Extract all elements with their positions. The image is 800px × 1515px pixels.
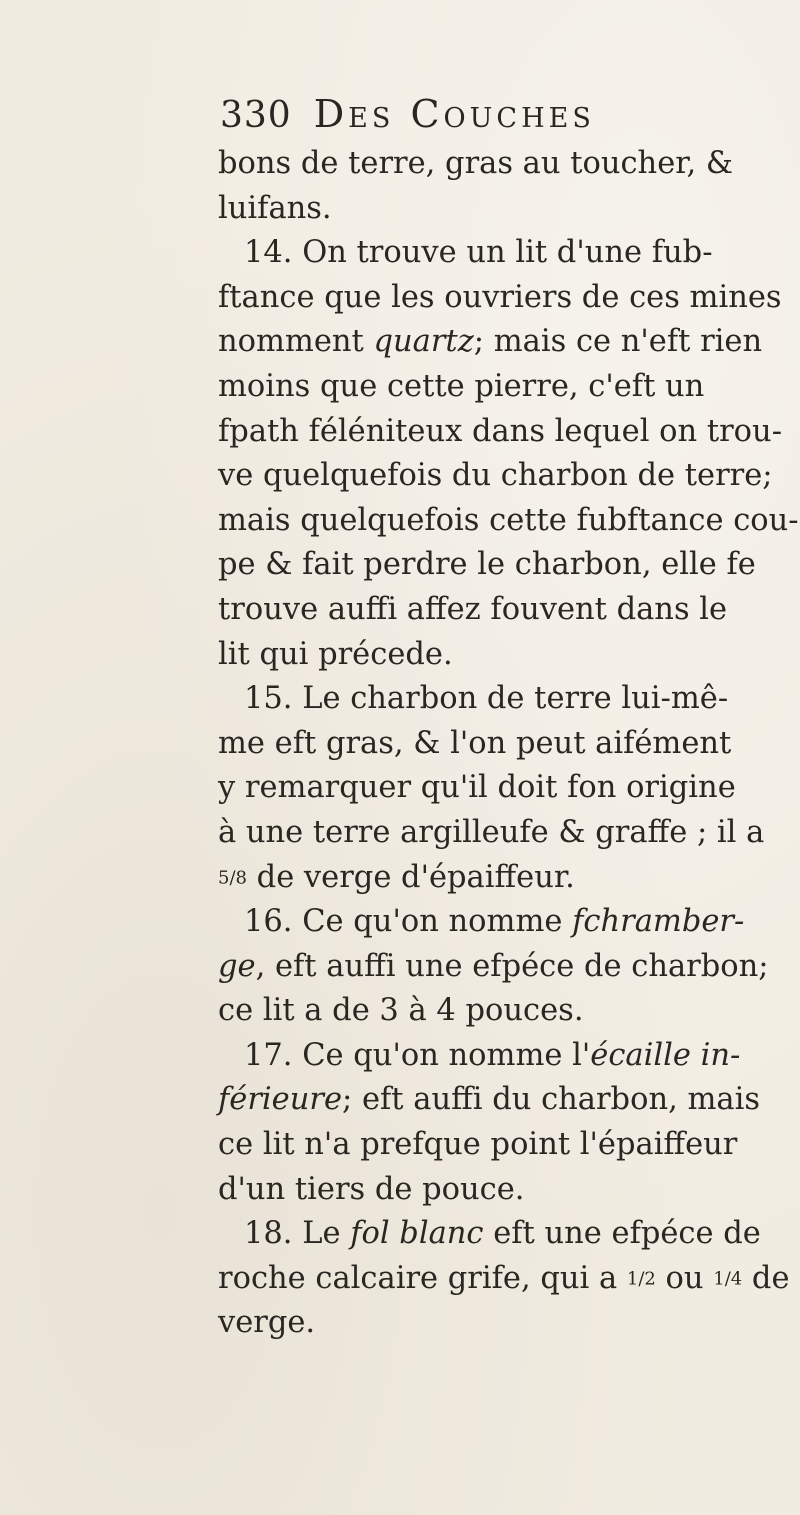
- paragraph-17-start: 17. Ce qu'on nomme l'écaille in-: [244, 1037, 741, 1073]
- text-line: d'un tiers de pouce.: [218, 1171, 525, 1207]
- text-line: mais quelquefois cette fubftance cou-: [218, 502, 799, 538]
- text-line: ce lit a de 3 à 4 pouces.: [218, 993, 584, 1029]
- term-schramberge: fchramber-: [572, 904, 745, 940]
- paragraph-18-start: 18. Le fol blanc eft une efpéce de: [244, 1216, 761, 1252]
- paragraph-15-start: 15. Le charbon de terre lui-mê-: [244, 681, 729, 717]
- text-line: trouve auffi affez fouvent dans le: [218, 591, 728, 627]
- text-line: lit qui précede.: [218, 636, 453, 672]
- term-ecaille-end: férieure: [218, 1082, 342, 1118]
- body-text: [218, 142, 799, 1346]
- text-line: roche calcaire grife, qui a 1/2 ou 1/4 de: [218, 1260, 790, 1296]
- fraction-one-quarter: 1/4: [713, 1268, 743, 1290]
- text-line: pe & fait perdre le charbon, elle fe: [218, 547, 756, 583]
- paragraph-16-start: 16. Ce qu'on nomme fchramber-: [244, 904, 745, 940]
- fraction-one-half: 1/2: [626, 1268, 656, 1290]
- page-header: [220, 92, 760, 142]
- text-line: bons de terre, gras au toucher, &: [218, 146, 734, 181]
- text-line: 5/8 de verge d'épaiffeur.: [218, 859, 575, 895]
- text-line: ce lit n'a prefque point l'épaiffeur: [218, 1127, 738, 1163]
- paragraph-14-start: 14. On trouve un lit d'une fub-: [244, 235, 713, 271]
- text-line: nomment quartz; mais ce n'eft rien: [218, 324, 763, 360]
- text-line: luifans.: [218, 190, 332, 226]
- page-number: 330: [220, 95, 292, 136]
- fraction-five-eighths: 5/8: [218, 867, 247, 889]
- text-line: ftance que les ouvriers de ces mines: [218, 279, 782, 315]
- text-line: fpath féléniteux dans lequel on trou-: [218, 413, 782, 449]
- text-line: verge.: [218, 1305, 316, 1341]
- text-line: ve quelquefois du charbon de terre;: [218, 458, 773, 494]
- term-sol-blanc: fol blanc: [350, 1216, 484, 1252]
- text-line: y remarquer qu'il doit fon origine: [218, 770, 736, 806]
- text-line: férieure; eft auffi du charbon, mais: [218, 1082, 760, 1118]
- term-quartz: quartz: [373, 324, 474, 360]
- term-ecaille: écaille in-: [590, 1037, 741, 1073]
- running-title: Des Couches: [313, 92, 595, 136]
- text-line: me eft gras, & l'on peut aifément: [218, 725, 732, 761]
- text-line: ge, eft auffi une efpéce de charbon;: [218, 948, 769, 984]
- text-line: moins que cette pierre, c'eft un: [218, 368, 705, 404]
- text-line: à une terre argilleufe & graffe ; il a: [218, 814, 765, 850]
- term-schramberge-end: ge: [218, 948, 256, 984]
